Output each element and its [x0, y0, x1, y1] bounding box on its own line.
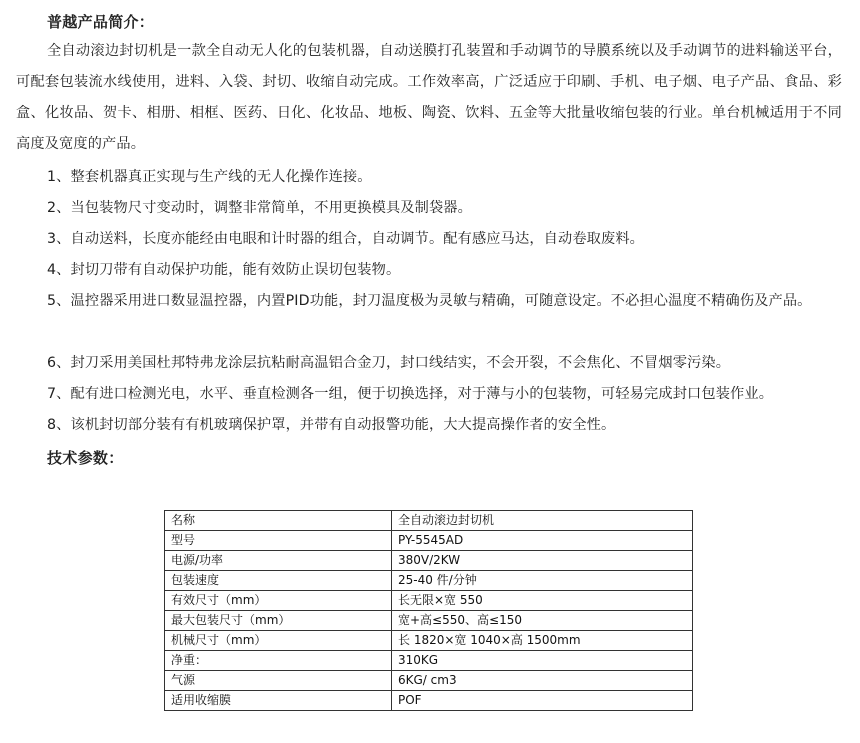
table-row [165, 511, 693, 531]
spec-label: 机械尺寸（mm） [165, 631, 392, 651]
table-row [165, 571, 693, 591]
spec-label: 有效尺寸（mm） [165, 591, 392, 611]
spec-label: 名称 [165, 511, 392, 531]
spec-label: 型号 [165, 531, 392, 551]
feature-item-1: 1、整套机器真正实现与生产线的无人化操作连接。 [47, 169, 372, 185]
spec-label: 包装速度 [165, 571, 392, 591]
intro-heading: 普越产品简介： [47, 13, 155, 31]
table-row [165, 691, 693, 711]
spec-value: 宽+高≤550、高≤150 [392, 611, 693, 631]
feature-item-4: 4、封切刀带有自动保护功能，能有效防止误切包装物。 [47, 262, 401, 278]
spec-table [164, 510, 693, 711]
spec-value: 长无限×宽 550 [392, 591, 693, 611]
spec-value: 380V/2KW [392, 551, 693, 571]
spec-value: 全自动滚边封切机 [392, 511, 693, 531]
specs-heading: 技术参数： [47, 449, 124, 467]
intro-paragraph: 全自动滚边封切机是一款全自动无人化的包装机器，自动送膜打孔装置和手动调节的导膜系统以及手动调节的进料输送平台，可配套包装流水线使用，进料、入袋、封切、收缩自动完成。工作效率高，广泛适应于印刷、手机、电子烟、电子产品、食品、彩盒、化妆品、贺卡、相册、相框、医药、日化、化妆品、地板、陶瓷、饮料、五金等大批量收缩包装的行业。单台机械适用于不同高度及宽度的产品。 [16, 43, 842, 152]
feature-item-8: 8、该机封切部分装有有机玻璃保护罩，并带有自动报警功能，大大提高操作者的安全性。 [47, 417, 616, 433]
spec-value: 310KG [392, 651, 693, 671]
spec-value: POF [392, 691, 693, 711]
spec-value: 25-40 件/分钟 [392, 571, 693, 591]
spec-value: PY-5545AD [392, 531, 693, 551]
table-row [165, 591, 693, 611]
table-row [165, 611, 693, 631]
table-row [165, 631, 693, 651]
feature-item-5: 5、温控器采用进口数显温控器，内置PID功能，封刀温度极为灵敏与精确，可随意设定。不必担心温度不精确伤及产品。 [47, 293, 812, 309]
spec-label: 气源 [165, 671, 392, 691]
table-row [165, 531, 693, 551]
spec-label: 适用收缩膜 [165, 691, 392, 711]
table-row [165, 651, 693, 671]
feature-item-7: 7、配有进口检测光电，水平、垂直检测各一组，便于切换选择，对于薄与小的包装物，可轻易完成封口包装作业。 [47, 386, 774, 402]
spec-label: 电源/功率 [165, 551, 392, 571]
spec-value: 6KG/ cm3 [392, 671, 693, 691]
feature-item-2: 2、当包装物尺寸变动时，调整非常简单，不用更换模具及制袋器。 [47, 200, 472, 216]
table-row [165, 671, 693, 691]
feature-item-6: 6、封刀采用美国杜邦特弗龙涂层抗粘耐高温铝合金刀，封口线结实，不会开裂，不会焦化、不冒烟零污染。 [47, 355, 731, 371]
spec-label: 净重： [165, 651, 392, 671]
feature-item-3: 3、自动送料，长度亦能经由电眼和计时器的组合，自动调节。配有感应马达，自动卷取废料。 [47, 231, 645, 247]
table-row [165, 551, 693, 571]
spec-label: 最大包装尺寸（mm） [165, 611, 392, 631]
spec-value: 长 1820×宽 1040×高 1500mm [392, 631, 693, 651]
